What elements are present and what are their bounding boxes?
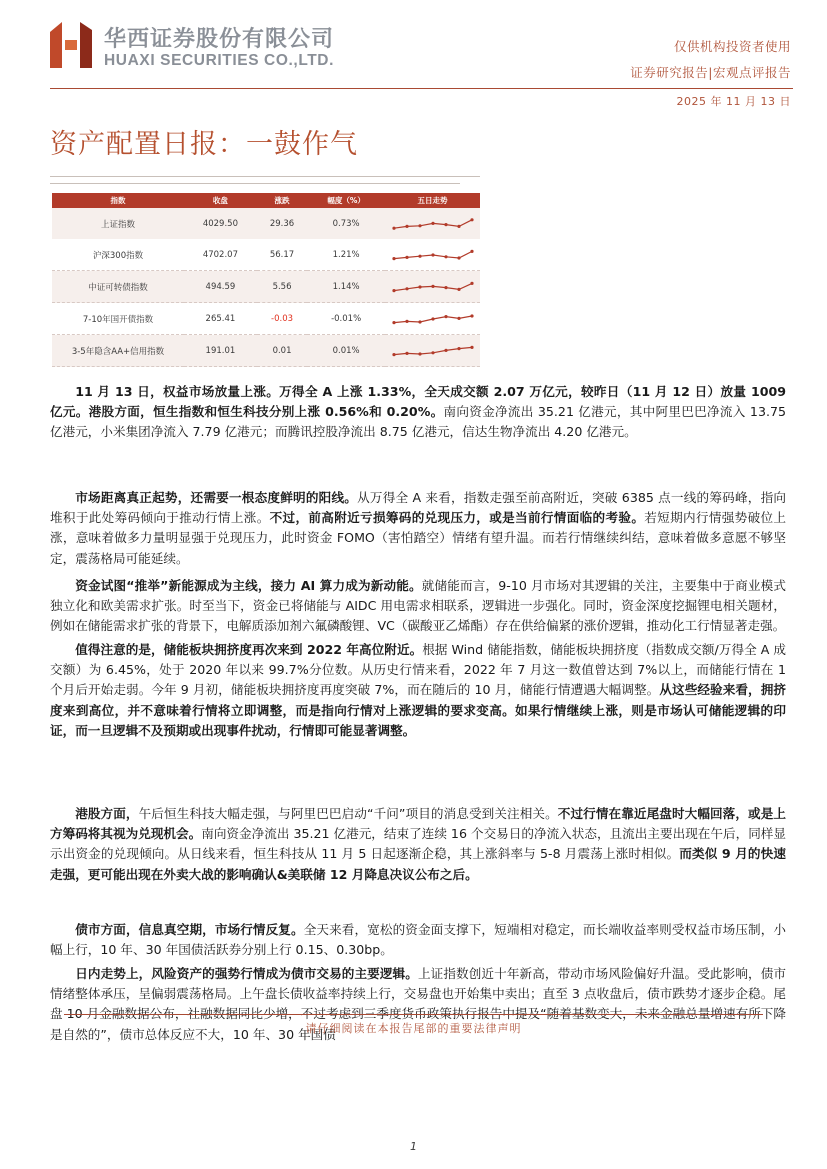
bold-text: 不过，前高附近亏损筹码的兑现压力，或是当前行情面临的考验。 [269,510,645,526]
five-day-sparkline [392,216,474,232]
pct-value: 1.21% [307,239,385,271]
page-number: 1 [410,1140,417,1153]
company-name-en: HUAXI SECURITIES CO.,LTD. [104,52,335,69]
sparkline-point [457,287,460,290]
paragraph-new-energy [50,576,786,637]
sparkline-point [431,284,434,287]
close-value: 191.01 [184,335,257,367]
report-title: 资产配置日报：一鼓作气 [50,129,358,160]
sparkline-point [405,255,408,258]
body-text: 从万得全 A 来看，指数走强至前高附近，突破 6385 点一线的筹码峰，指向堆积于此处筹码倾向于推动行情上涨。 [50,490,786,526]
bold-lead: 日内走势上，风险资产的强势行情成为债市交易的主要逻辑。 [75,966,418,981]
sparkline-point [405,351,408,354]
body-text: 根据 Wind 储能指数，储能板块拥挤度（指数成交额/万得全 A 成交额）为 6.45%，处于 2020 年以来 99.7%分位数。从历史行情来看，2022 年 7 月这一数值曾达到 7%以上，而储能行情在 1 个月后开始走弱。今年 9 月初，储能板块拥挤度再度突破 7%，而在随后的 10 月，储能行情遭遇大幅调整。 [50,642,786,698]
change-value: 5.56 [257,271,307,303]
sparkline-point [392,353,395,356]
body-text: 全天来看，宽松的资金面支撑下，短端相对稳定，而长端收益率则受权益市场压制，小幅上行，10 年、30 年国债活跃券分别上行 0.15、0.30bp。 [50,922,787,958]
report-type: 证券研究报告|宏观点评报告 [630,65,791,80]
table-header: 涨跌 [257,193,307,208]
five-day-sparkline [392,311,474,327]
sparkline-point [457,316,460,319]
table-row [52,239,480,271]
paragraph-market-trend [50,488,786,569]
sparkline-point [470,345,473,348]
huaxi-logo-icon [50,22,92,68]
body-text: 就储能而言，9-10 月市场对其逻辑的关注，主要集中于商业模式独立化和欧美需求扩张。时至当下，资金已将储能与 AIDC 用电需求相联系，逻辑进一步强化。同时，资金深度挖掘锂电相关题材，例如在储能需求扩张的背景下，电解质添加剂六氟磷酸锂、VC（碳酸亚乙烯酯）存在供给偏紧的涨价逻辑，推动化工行情显著走强。 [50,578,786,634]
footer-divider [64,1014,763,1015]
body-text: 南向资金净流出 35.21 亿港元，结束了连续 16 个交易日的净流入状态，且流出主要出现在午后，同样显示出资金的兑现倾向。从日线来看，恒生科技从 11 月 5 日起逐渐企稳，其上涨斜率与 5-8 月震荡上涨时相似。 [50,826,786,862]
sparkline-point [444,223,447,226]
sparkline-point [457,256,460,259]
pct-value: 1.14% [307,271,385,303]
sparkline-point [418,254,421,257]
table-header: 指数 [52,193,184,208]
pct-value: -0.01% [307,303,385,335]
close-value: 4029.50 [184,208,257,239]
table-row [52,335,480,367]
body-text: 午后恒生科技大幅走强，与阿里巴巴启动“千问”项目的消息受到关注相关。 [138,806,558,821]
paragraph-bond-market [50,920,786,960]
sparkline-point [405,287,408,290]
change-value: 29.36 [257,208,307,239]
sparkline-point [470,314,473,317]
paragraph-equity-market [50,382,786,443]
audience-note: 仅供机构投资者使用 [673,39,791,54]
sparkline-point [392,289,395,292]
paragraph-energy-storage [50,640,786,741]
body-text: 若短期内行情强势破位上涨，意味着做多力量明显强于兑现压力，此时资金 FOMO（害怕踏空）情绪有望升温。而若行情继续纠结，意味着做多意愿不够坚定，震荡格局可能延续。 [50,510,787,566]
sparkline-point [444,286,447,289]
body-text: 上证指数创近十年新高，带动市场风险偏好升温。受此影响，债市情绪整体承压，呈偏弱震荡格局。上午盘长债收益率持续上行，交易盘也开始集中卖出；直至 3 点收盘后，债市跌势才逐步企稳。尾盘 10 月金融数据公布，社融数据同比少增，不过考虑到三季度货币政策执行报告中提及“随着基数变大，未来金融总量增速有所下降是自然的”，债市总体反应不大，10 年、30 年国债 [50,966,787,1042]
bold-lead: 11 月 13 日，权益市场放量上涨。万得全 A 上涨 1.33%，全天成交额 2.07 万亿元，较昨日（11 月 12 日）放量 1009 亿元。港股方面，恒生指数和恒生科技分别上涨 0.56%和 0.20%。 [50,384,786,420]
sparkline-point [431,253,434,256]
sparkline-point [418,285,421,288]
index-name: 7-10年国开债指数 [52,303,184,335]
index-name: 沪深300指数 [52,239,184,271]
report-date: 2025 年 11 月 13 日 [676,95,791,108]
five-day-sparkline [392,247,474,263]
bold-lead: 资金试图“推举”新能源成为主线，接力 AI 算力成为新动能。 [75,578,422,593]
sparkline-point [418,320,421,323]
company-name-cn: 华西证券股份有限公司 [104,27,335,52]
sparkline-point [470,249,473,252]
pct-value: 0.01% [307,335,385,367]
bold-lead: 值得注意的是，储能板块拥挤度再次来到 2022 年高位附近。 [75,642,423,657]
market-table [52,193,480,367]
change-value: 56.17 [257,239,307,271]
sparkline-point [444,348,447,351]
close-value: 4702.07 [184,239,257,271]
sparkline-point [444,255,447,258]
title-divider [50,176,480,177]
table-header-row [52,193,480,208]
five-day-sparkline [392,343,474,359]
sparkline-point [405,224,408,227]
table-row [52,303,480,335]
bold-text: 不过行情在靠近尾盘时大幅回落，或是上方筹码将其视为兑现机会。 [50,806,787,842]
sparkline-point [470,281,473,284]
index-name: 3-5年隐含AA+信用指数 [52,335,184,367]
paragraph-hk-stocks [50,804,786,885]
sparkline-point [431,221,434,224]
sparkline-point [431,351,434,354]
title-divider-secondary [50,183,460,184]
sparkline-point [457,347,460,350]
bold-lead: 市场距离真正起势，还需要一根态度鲜明的阳线。 [75,490,358,505]
sparkline-point [431,317,434,320]
table-row [52,208,480,239]
bold-lead: 港股方面， [75,806,139,821]
bold-text: 而类似 9 月的快速走强，更可能出现在外卖大战的影响确认&美联储 12 月降息决议公布之后。 [50,846,786,882]
body-text: 南向资金净流出 35.21 亿港元，其中阿里巴巴净流入 13.75 亿港元，小米集团净流入 7.79 亿港元；而腾讯控股净流出 8.75 亿港元，信达生物净流出 4.20 亿港元。 [50,404,786,440]
legal-notice-link: 请仔细阅读在本报告尾部的重要法律声明 [305,1022,522,1035]
sparkline-point [392,321,395,324]
sparkline-point [457,224,460,227]
sparkline-point [405,319,408,322]
table-header: 幅度（%） [307,193,385,208]
index-name: 上证指数 [52,208,184,239]
close-value: 265.41 [184,303,257,335]
sparkline-point [418,224,421,227]
sparkline-point [392,257,395,260]
sparkline-point [418,352,421,355]
sparkline-point [470,218,473,221]
bold-lead: 债市方面，信息真空期，市场行情反复。 [75,922,304,937]
change-value: 0.01 [257,335,307,367]
index-name: 中证可转债指数 [52,271,184,303]
close-value: 494.59 [184,271,257,303]
sparkline-point [444,315,447,318]
five-day-sparkline [392,279,474,295]
pct-value: 0.73% [307,208,385,239]
table-header: 收盘 [184,193,257,208]
header-divider [50,88,793,89]
sparkline-point [392,226,395,229]
table-row [52,271,480,303]
bold-text: 从这些经验来看，拥挤度来到高位，并不意味着行情将立即调整，而是指向行情对上涨逻辑的要求变高。如果行情继续上涨，则是市场认可储能逻辑的印证，而一旦逻辑不及预期或出现事件扰动，行情即可能显著调整。 [50,682,786,738]
table-header: 五日走势 [385,193,480,208]
change-value: -0.03 [257,303,307,335]
